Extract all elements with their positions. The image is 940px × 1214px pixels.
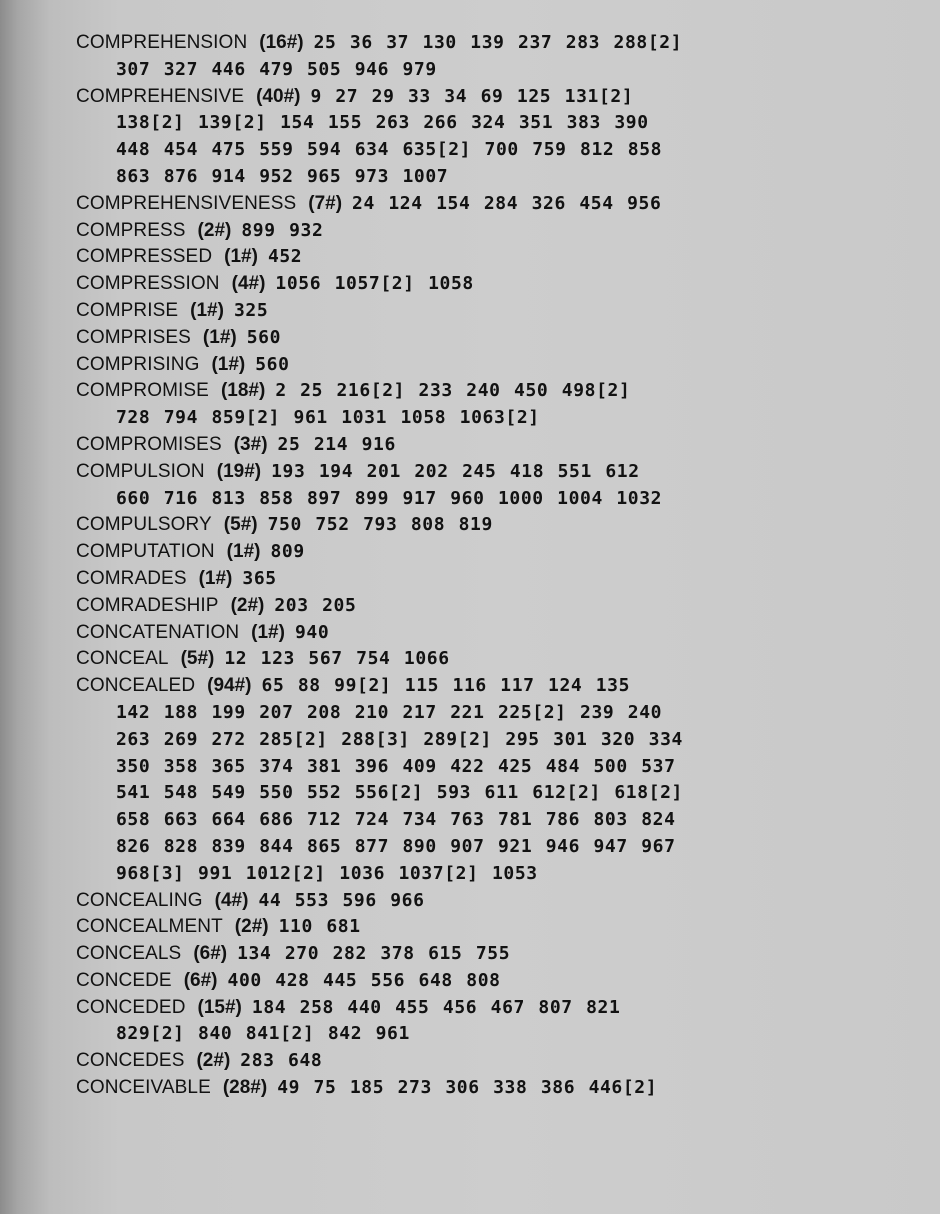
- entry-word: CONCEIVABLE: [76, 1077, 211, 1099]
- entry-first-line: [76, 968, 900, 995]
- entry-first-line: [76, 191, 900, 218]
- entry-page-refs: 283 648: [240, 1050, 323, 1072]
- entry-word: COMPRESSION: [76, 273, 220, 295]
- entry-first-line: [76, 673, 900, 700]
- entry-page-refs: 44 553 596 966: [258, 889, 425, 911]
- entry-continuation-line: [76, 486, 900, 513]
- entry-page-refs: 24 124 154 284 326 454 956: [352, 192, 662, 214]
- index-entry: [76, 218, 900, 245]
- entry-count: (6#): [193, 943, 228, 965]
- entry-word: COMPRISE: [76, 299, 179, 321]
- entry-continuation-line: [76, 727, 900, 754]
- index-entry: [76, 566, 900, 593]
- entry-count: (1#): [251, 621, 285, 643]
- entry-word: COMPRISES: [76, 326, 191, 348]
- entry-word: COMPREHENSION: [76, 32, 248, 53]
- index-entry: [76, 352, 900, 379]
- entry-continuation-line: [76, 807, 900, 834]
- index-entry: [76, 995, 900, 1049]
- entry-word: CONCEALED: [76, 675, 196, 697]
- entry-continuation-line: [76, 1021, 900, 1048]
- entry-page-refs: 142 188 199 207 208 210 217 221 225[2] 239 240: [116, 701, 663, 723]
- entry-page-refs: 658 663 664 686 712 724 734 763 781 786 803 824: [116, 809, 676, 831]
- entry-continuation-line: [76, 754, 900, 781]
- entry-page-refs: 809: [270, 541, 305, 563]
- entry-first-line: [76, 566, 900, 593]
- entry-count: (5#): [180, 648, 215, 670]
- entry-count: (6#): [183, 969, 218, 991]
- entry-page-refs: 660 716 813 858 897 899 917 960 1000 1004 1032: [116, 487, 663, 509]
- entry-first-line: [76, 914, 900, 941]
- index-entry: [76, 888, 900, 915]
- entry-count: (7#): [308, 192, 343, 214]
- entry-count: (40#): [256, 85, 301, 107]
- entry-continuation-line: [76, 405, 900, 432]
- entry-word: CONCATENATION: [76, 621, 240, 643]
- entry-first-line: [76, 941, 900, 968]
- entry-word: CONCEALING: [76, 889, 203, 911]
- entry-first-line: [76, 646, 900, 673]
- entry-count: (1#): [202, 326, 237, 348]
- entry-first-line: [76, 244, 900, 271]
- index-entry: [76, 432, 900, 459]
- entry-page-refs: 826 828 839 844 865 877 890 907 921 946 947 967: [116, 835, 676, 857]
- entry-page-refs: 49 75 185 273 306 338 386 446[2]: [277, 1077, 658, 1099]
- entry-continuation-line: [76, 57, 900, 84]
- entry-word: COMPULSORY: [76, 514, 212, 536]
- entry-first-line: [76, 378, 900, 405]
- entry-count: (16#): [259, 32, 304, 53]
- entry-page-refs: 9 27 29 33 34 69 125 131[2]: [310, 85, 634, 107]
- entry-first-line: [76, 995, 900, 1022]
- entry-page-refs: 184 258 440 455 456 467 807 821: [251, 996, 621, 1018]
- entry-word: CONCEALS: [76, 943, 182, 965]
- entry-continuation-line: [76, 110, 900, 137]
- entry-continuation-line: [76, 834, 900, 861]
- index-entry: [76, 298, 900, 325]
- entry-first-line: [76, 539, 900, 566]
- entry-page-refs: 541 548 549 550 552 556[2] 593 611 612[2] 618[2]: [116, 782, 683, 804]
- entry-word: CONCEDES: [76, 1050, 185, 1072]
- entry-page-refs: 728 794 859[2] 961 1031 1058 1063[2]: [116, 407, 540, 429]
- entry-count: (2#): [230, 594, 265, 616]
- entry-first-line: [76, 1048, 900, 1075]
- entry-count: (2#): [197, 219, 232, 241]
- index-entry: [76, 539, 900, 566]
- entry-word: CONCEDED: [76, 996, 186, 1018]
- entry-word: COMPREHENSIVENESS: [76, 192, 297, 214]
- entry-continuation-line: [76, 164, 900, 191]
- entry-page-refs: 560: [255, 353, 290, 375]
- entry-first-line: [76, 593, 900, 620]
- index-entry: [76, 512, 900, 539]
- entry-count: (4#): [231, 273, 266, 295]
- index-entry: [76, 593, 900, 620]
- entry-word: COMPROMISES: [76, 433, 222, 455]
- entry-page-refs: 25 36 37 130 139 237 283 288[2]: [313, 32, 683, 53]
- entry-word: CONCEALMENT: [76, 916, 223, 938]
- entry-count: (15#): [197, 996, 242, 1018]
- entry-page-refs: 138[2] 139[2] 154 155 263 266 324 351 383 390: [116, 112, 649, 134]
- entry-page-refs: 750 752 793 808 819: [267, 514, 493, 536]
- index-entry: [76, 941, 900, 968]
- entry-count: (5#): [223, 514, 258, 536]
- entry-count: (1#): [211, 353, 246, 375]
- entry-count: (1#): [224, 246, 258, 268]
- entry-page-refs: 65 88 99[2] 115 116 117 124 135: [261, 675, 631, 697]
- entry-first-line: [76, 271, 900, 298]
- entry-count: (2#): [234, 916, 269, 938]
- entry-word: CONCEAL: [76, 648, 169, 670]
- entry-word: COMPRESSED: [76, 246, 213, 268]
- index-entry: [76, 84, 900, 191]
- entry-page-refs: 307 327 446 479 505 946 979: [116, 58, 437, 80]
- index-entry: [76, 1048, 900, 1075]
- entry-word: COMPRISING: [76, 353, 200, 375]
- entry-first-line: [76, 325, 900, 352]
- entry-continuation-line: [76, 700, 900, 727]
- entry-first-line: [76, 512, 900, 539]
- entry-count: (1#): [198, 567, 233, 589]
- entry-page-refs: 350 358 365 374 381 396 409 422 425 484 500 537: [116, 755, 676, 777]
- entry-page-refs: 325: [233, 299, 269, 321]
- entry-page-refs: 829[2] 840 841[2] 842 961: [116, 1023, 410, 1045]
- entry-count: (19#): [216, 460, 262, 482]
- index-entry: [76, 914, 900, 941]
- index-entry: [76, 30, 900, 84]
- entry-count: (94#): [207, 675, 252, 697]
- index-entry: [76, 459, 900, 513]
- index-entry: [76, 378, 900, 432]
- entry-page-refs: 560: [246, 326, 282, 348]
- entry-word: COMRADES: [76, 567, 187, 589]
- index-entry: [76, 646, 900, 673]
- entry-count: (1#): [190, 299, 224, 321]
- entry-page-refs: 968[3] 991 1012[2] 1036 1037[2] 1053: [116, 862, 538, 884]
- entry-count: (3#): [233, 433, 268, 455]
- entry-page-refs: 452: [267, 246, 303, 268]
- index-entry: [76, 1075, 900, 1102]
- entry-count: (2#): [196, 1050, 231, 1072]
- entry-word: COMPUTATION: [76, 541, 215, 563]
- entry-first-line: [76, 218, 900, 245]
- entry-first-line: [76, 84, 900, 111]
- entry-word: COMPREHENSIVE: [76, 85, 245, 107]
- entry-page-refs: 110 681: [278, 916, 361, 938]
- entry-continuation-line: [76, 861, 900, 888]
- entry-first-line: [76, 432, 900, 459]
- entry-word: COMPROMISE: [76, 380, 209, 402]
- entry-page-refs: 400 428 445 556 648 808: [227, 969, 501, 991]
- entry-first-line: [76, 298, 900, 325]
- entry-page-refs: 12 123 567 754 1066: [224, 648, 450, 670]
- entry-first-line: [76, 459, 900, 486]
- entry-page-refs: 863 876 914 952 965 973 1007: [116, 165, 449, 187]
- entry-word: CONCEDE: [76, 969, 172, 991]
- entry-first-line: [76, 352, 900, 379]
- entry-first-line: [76, 30, 900, 57]
- entry-page-refs: 365: [242, 567, 277, 589]
- entry-page-refs: 203 205: [274, 594, 357, 616]
- index-entry: [76, 244, 900, 271]
- entry-word: COMPRESS: [76, 219, 186, 241]
- entry-first-line: [76, 620, 900, 647]
- entry-first-line: [76, 1075, 900, 1102]
- entry-count: (4#): [214, 889, 249, 911]
- entry-page-refs: 193 194 201 202 245 418 551 612: [271, 460, 640, 482]
- index-entry: [76, 620, 900, 647]
- entry-page-refs: 1056 1057[2] 1058: [275, 273, 474, 295]
- entry-page-refs: 263 269 272 285[2] 288[3] 289[2] 295 301 320 334: [116, 728, 683, 750]
- entry-count: (28#): [222, 1077, 268, 1099]
- index-entry: [76, 673, 900, 887]
- entry-page-refs: 134 270 282 378 615 755: [237, 943, 511, 965]
- entry-continuation-line: [76, 780, 900, 807]
- entry-word: COMPULSION: [76, 460, 205, 482]
- entry-page-refs: 448 454 475 559 594 634 635[2] 700 759 812 858: [116, 139, 663, 161]
- index-entry: [76, 191, 900, 218]
- index-entry: [76, 325, 900, 352]
- entry-word: COMRADESHIP: [76, 594, 219, 616]
- entry-count: (1#): [226, 541, 261, 563]
- entry-page-refs: 940: [294, 621, 330, 643]
- index-entry: [76, 968, 900, 995]
- index-entry: [76, 271, 900, 298]
- entry-count: (18#): [220, 380, 266, 402]
- entry-first-line: [76, 888, 900, 915]
- entry-page-refs: 899 932: [241, 219, 324, 241]
- entry-page-refs: 2 25 216[2] 233 240 450 498[2]: [275, 380, 631, 402]
- entry-page-refs: 25 214 916: [277, 433, 396, 455]
- entry-continuation-line: [76, 137, 900, 164]
